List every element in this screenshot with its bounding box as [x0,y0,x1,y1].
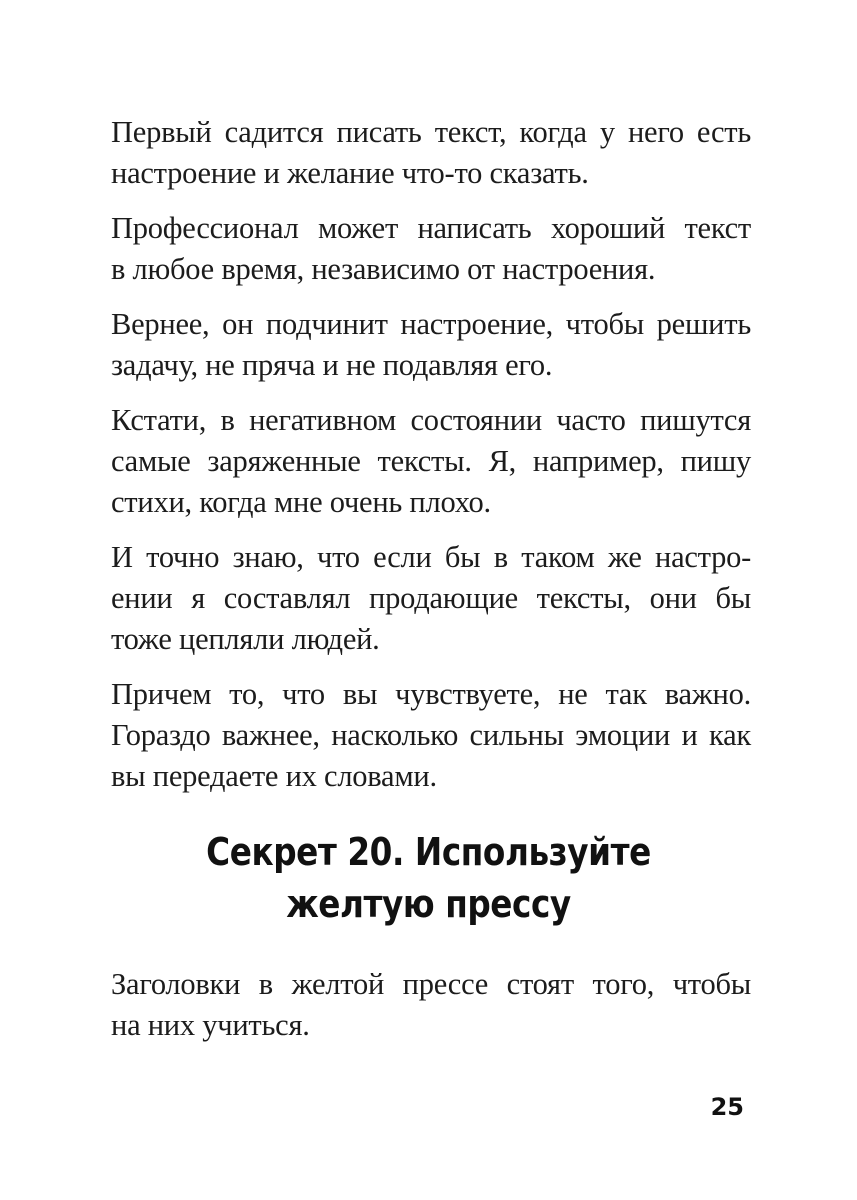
text-line: Гораздо важнее, насколько сильны эмоции и как [111,718,751,752]
text-line: Кстати, в негативном состоянии часто пишутся [111,403,751,437]
text-line: Вернее, он подчинит настроение, чтобы решить [111,307,751,341]
heading-line: Секрет 20. Используйте [206,830,651,874]
text-line: тоже цепляли людей. [111,622,380,656]
paragraph-1 [111,112,751,194]
paragraph-2 [111,208,751,290]
paragraph-3 [111,304,751,386]
paragraph-5 [111,537,751,660]
text-line: ении я составлял продающие тексты, они бы [111,581,751,615]
heading-line: желтую прессу [286,882,571,926]
text-line: Профессионал может написать хороший текст [111,211,751,245]
text-line: в любое время, независимо от настроения. [111,252,656,286]
text-line: Причем то, что вы чувствуете, не так важно. [111,677,751,711]
text-line: на них учиться. [111,1008,310,1042]
section-intro [111,964,751,1060]
paragraph-6 [111,674,751,797]
intro-paragraph [111,964,751,1046]
paragraph-4 [111,400,751,523]
text-line: настроение и желание что-то сказать. [111,156,589,190]
text-line: стихи, когда мне очень плохо. [111,485,491,519]
text-line: Заголовки в желтой прессе стоят того, чтобы [111,967,751,1001]
text-line: вы передаете их словами. [111,759,437,793]
page-number: 25 [710,1093,744,1121]
body-text [111,112,751,811]
text-line: И точно знаю, что если бы в таком же настро- [111,540,751,574]
text-line: самые заряженные тексты. Я, например, пишу [111,444,751,478]
section-heading [0,826,857,930]
text-line: Первый садится писать текст, когда у него есть [111,115,751,149]
text-line: задачу, не пряча и не подавляя его. [111,348,553,382]
